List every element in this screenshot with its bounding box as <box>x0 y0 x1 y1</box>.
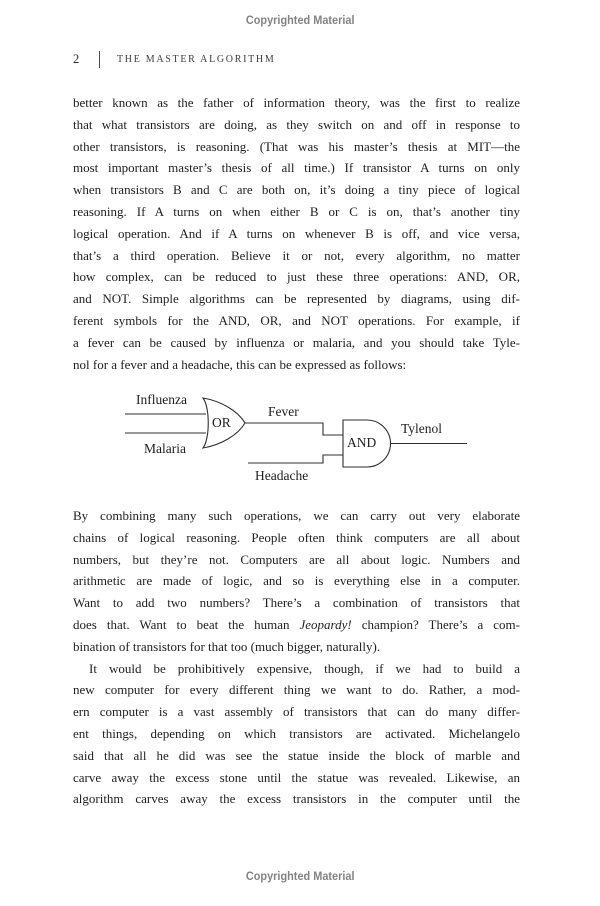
diagram-label-or-gate: OR <box>212 415 231 430</box>
paragraph <box>73 92 520 375</box>
text-line: and NOT. Simple algorithms can be represented by diagrams, using dif- <box>73 291 520 307</box>
copyright-notice-top <box>0 15 600 27</box>
text-line: that what transistors are doing, as they switch on and off in response to <box>73 116 520 132</box>
body-text-below-diagram <box>73 505 520 810</box>
book-title: THE MASTER ALGORITHM <box>117 53 276 65</box>
text-line: arithmetic are made of logic, and so is everything else in a computer. <box>73 573 520 589</box>
wire-fever <box>245 423 343 435</box>
text-line: bination of transistors for that too (much bigger, naturally). <box>73 638 381 654</box>
text-line: It would be prohibitively expensive, though, if we had to build a <box>89 660 520 676</box>
text-line: other transistors, is reasoning. (That was his master’s thesis at MIT—the <box>73 138 520 154</box>
text-line: reasoning. If A turns on when either B or C is on, that’s another tiny <box>73 203 520 219</box>
diagram-label-headache: Headache <box>255 468 309 483</box>
text-line: how complex, can be reduced to just these three operations: AND, OR, <box>73 269 520 285</box>
text-line: a fever can be caused by influenza or malaria, and you should take Tyle- <box>73 334 520 350</box>
diagram-label-fever: Fever <box>268 404 299 419</box>
header-divider <box>99 51 100 68</box>
text-line: chains of logical reasoning. People often think computers are all about <box>73 529 520 545</box>
text-line: algorithm carves away the excess transistors in the computer until the <box>73 791 520 807</box>
body-text <box>73 92 520 807</box>
diagram-label-malaria: Malaria <box>144 441 186 456</box>
diagram-label-and-gate: AND <box>347 435 377 450</box>
page-header <box>73 49 533 69</box>
text-line: when transistors B and C are both on, it’s doing a tiny piece of logical <box>73 182 520 198</box>
text-line: numbers, but they’re not. Computers are all about logic. Numbers and <box>73 551 520 567</box>
text-line: nol for a fever and a headache, this can be expressed as follows: <box>73 356 407 372</box>
copyright-text: Copyrighted Material <box>245 15 355 27</box>
diagram-label-tylenol: Tylenol <box>401 421 443 436</box>
text-line: new computer for every different thing we want to do. Rather, a mod- <box>73 682 520 698</box>
paragraph <box>73 505 520 658</box>
page-number: 2 <box>73 51 80 66</box>
text-line: that’s a third operation. Believe it or not, every algorithm, no matter <box>73 247 520 263</box>
text-line: better known as the father of information theory, was the first to realize <box>73 95 520 110</box>
text-line: carve away the excess stone until the statue was revealed. Likewise, an <box>73 769 520 785</box>
copyright-notice-bottom <box>0 871 600 883</box>
text-line: ferent symbols for the AND, OR, and NOT operations. For example, if <box>73 312 520 328</box>
diagram-label-influenza: Influenza <box>136 392 187 407</box>
text-line: By combining many such operations, we can carry out very elaborate <box>73 508 520 523</box>
text-line: logical operation. And if A turns on whenever B is off, and vice versa, <box>73 225 520 241</box>
text-line: does that. Want to beat the human Jeopardy! champion? There’s a com- <box>73 616 520 632</box>
paragraph <box>73 658 520 811</box>
logic-gate-diagram <box>100 390 500 495</box>
text-line: Want to add two numbers? There’s a combination of transistors that <box>73 595 520 611</box>
copyright-text: Copyrighted Material <box>245 871 355 883</box>
text-line: said that all he did was see the statue inside the block of marble and <box>73 747 520 763</box>
text-line: ern computer is a vast assembly of transistors that can do many differ- <box>73 704 520 720</box>
text-line: ent things, depending on which transistors are activated. Michelangelo <box>73 725 520 741</box>
text-line: most important master’s thesis of all time.) If transistor A turns on only <box>73 160 520 176</box>
wire-headache <box>248 455 343 463</box>
